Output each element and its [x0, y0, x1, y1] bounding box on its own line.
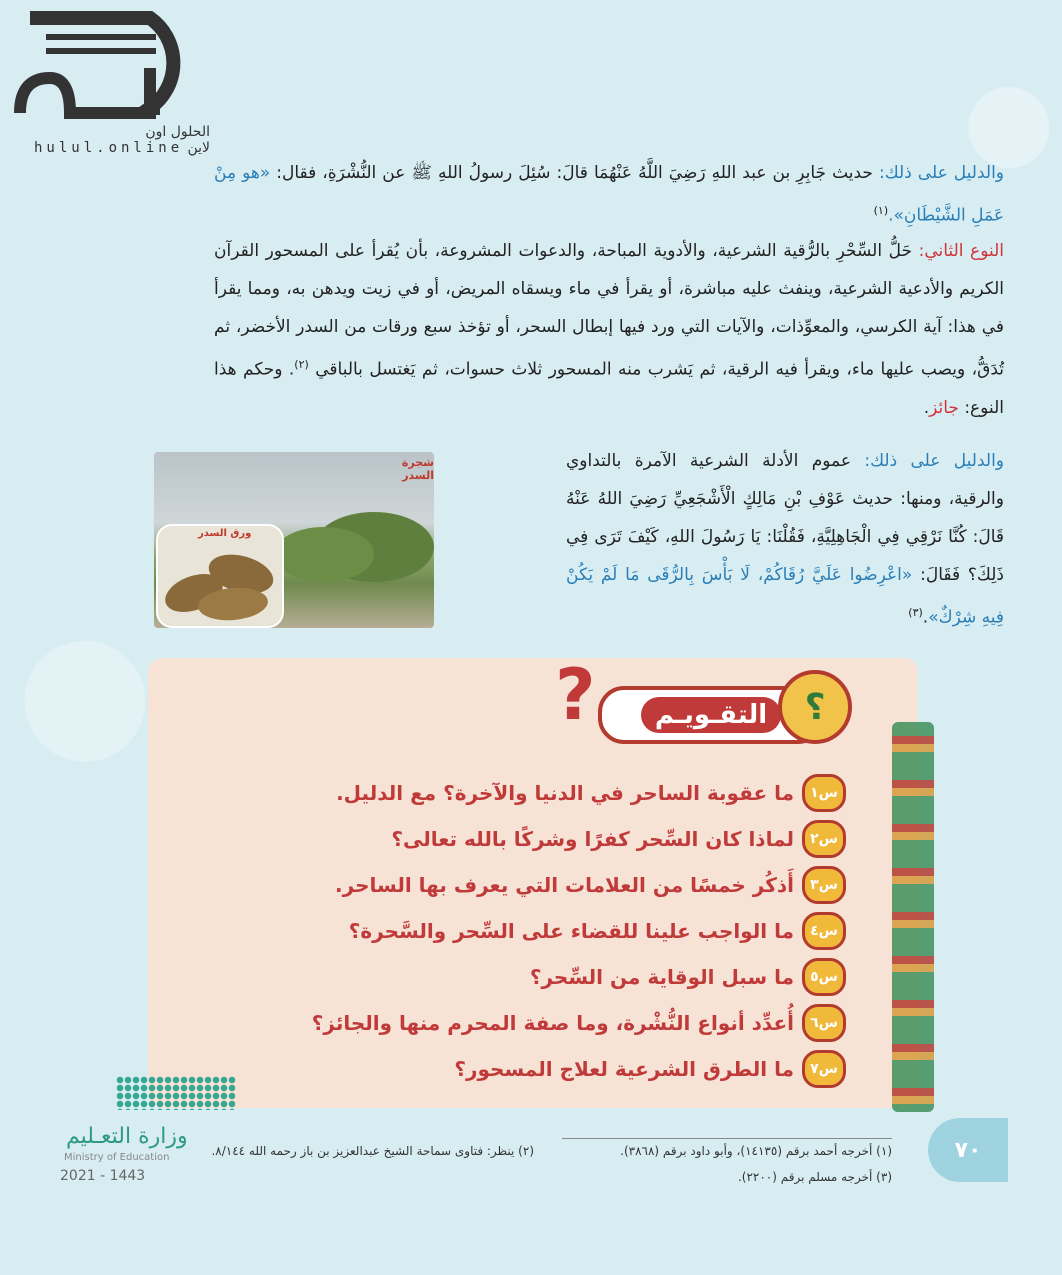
footnote-ref-3: (٣) [908, 606, 923, 619]
tree-canopy-2 [274, 527, 374, 582]
question-text: ما سبل الوقاية من السِّحر؟ [529, 965, 794, 989]
footnote-2: (٢) ينظر: فتاوى سماحة الشيخ عبدالعزيز بن باز رحمه الله ٨/١٤٤. [211, 1144, 534, 1158]
question-number-badge: س٤ [802, 912, 846, 950]
evaluation-title: التقـويـم [641, 697, 781, 733]
list-item [186, 816, 846, 862]
list-item [186, 770, 846, 816]
question-number-badge: س٦ [802, 1004, 846, 1042]
dalil2-label: والدليل على ذلك: [864, 451, 1005, 471]
footnote-1: (١) أخرجه أحمد برقم (١٤١٣٥)، وأبو داود برقم (٣٨٦٨). [620, 1144, 892, 1158]
question-text: ما عقوبة الساحر في الدنيا والآخرة؟ مع الدليل. [336, 781, 794, 805]
question-mark-icon: ? [555, 654, 596, 736]
logo-mark-icon [10, 8, 210, 123]
list-item [186, 908, 846, 954]
question-number-badge: س٢ [802, 820, 846, 858]
list-item [186, 1000, 846, 1046]
footnote-3: (٣) أخرجه مسلم برقم (٢٢٠٠). [737, 1170, 892, 1184]
footnote-ref-1: (١) [873, 204, 889, 217]
footnote-divider [562, 1138, 892, 1139]
ministry-name-en: Ministry of Education [64, 1152, 170, 1163]
list-item [186, 954, 846, 1000]
dalil1-label: والدليل على ذلك: [878, 163, 1004, 183]
question-text: أُعدِّد أنواع النُّشْرة، وما صفة المحرم منها والجائز؟ [311, 1011, 794, 1035]
paragraph-type-2: النوع الثاني: حَلُّ السِّحْرِ بالرُّقية الشرعية، والأدوية المباحة، والدعوات المشروعة، بأن يُقرأ على المسحور القرآن الكريم والأدعية الشرعية، وينفث عليه مباشرة، أو يقرأ في ماء ويسقاه المريض، أو في زيت ويدهن به، ومما يقرأ في هذا: آية الكرسي، والمعوِّذات، والآيات التي ورد فيها إبطال السحر، أو تؤخذ سبع ورقات من السدر الأخضر، ثم تُدَقُّ، ويصب عليها ماء، ويقرأ فيه الرقية، ثم يَشرب منه المسحور ثلاث حسوات، ثم يَغتسل بالباقي $^{(٢)}$. وحكم هذا النوع: جائز. [214, 241, 1005, 418]
ministry-logo [56, 1076, 236, 1186]
list-item [186, 862, 846, 908]
site-logo [10, 8, 210, 158]
sidr-leaf-image [156, 524, 284, 628]
ministry-year: 2021 - 1443 [60, 1168, 146, 1184]
type2-label: النوع الثاني: [918, 241, 1005, 261]
question-text: أَذكُر خمسًا من العلامات التي يعرف بها الساحر. [335, 873, 794, 897]
type2-text: حَلُّ السِّحْرِ بالرُّقية الشرعية، والأدوية المباحة، والدعوات المشروعة، بأن يُقرأ على المسحور القرآن الكريم والأدعية الشرعية، وينفث عليه مباشرة، أو يقرأ في ماء ويسقاه المريض، أو في زيت ويدهن به، ومما يقرأ في هذا: آية الكرسي، والمعوِّذات، والآيات التي ورد فيها إبطال السحر، أو تؤخذ سبع ورقات من السدر الأخضر، ثم تُدَقُّ، ويصب عليها ماء، ويقرأ فيه الرقية، ثم يَشرب منه المسحور ثلاث حسوات، ثم يَغتسل بالباقي [214, 241, 1004, 380]
question-number-badge: س١ [802, 774, 846, 812]
page-number: ٧٠ [928, 1118, 1008, 1182]
ministry-name-ar: وزارة التعـليم [66, 1124, 188, 1149]
question-text: ما الطرق الشرعية لعلاج المسحور؟ [454, 1057, 794, 1081]
question-number-badge: س٣ [802, 866, 846, 904]
type2-ruling-prefix: . وحكم هذا النوع: [214, 359, 1004, 418]
leaf-image-label: ورق السدر [198, 528, 252, 539]
question-icon: ؟ [778, 670, 852, 744]
question-list [186, 770, 846, 1092]
dalil2-text: عموم الأدلة الشرعية الآمرة بالتداوي والرقية، ومنها: حديث عَوْفِ بْنِ مَالِكٍ الْأَشْجَعِيِّ رَضِيَ اللهُ عَنْهُ قَالَ: كُنَّا نَرْقِي فِي الْجَاهِلِيَّةِ، فَقُلْنَا: يَا رَسُولَ اللهِ، كَيْفَ تَرَى فِي ذَلِكَ؟ فَقَالَ: [566, 451, 1004, 585]
question-number-badge: س٥ [802, 958, 846, 996]
type2-ruling: جائز [929, 397, 959, 418]
dalil2-quote: «اعْرِضُوا عَلَيَّ رُقَاكُمْ، لَا بَأْسَ بِالرُّقَى مَا لَمْ يَكُنْ فِيهِ شِرْكٌ» [566, 565, 1004, 628]
logo-arabic-text: الحلول اون لاين [145, 124, 210, 156]
paragraph-dalil-1 [214, 154, 1004, 235]
question-text: ما الواجب علينا للقضاء على السِّحر والسَّحرة؟ [348, 919, 794, 943]
dalil1-quote: «هو مِنْ عَمَلِ الشَّيْطَانِ». [214, 163, 1004, 226]
question-text: لماذا كان السِّحر كفرًا وشركًا بالله تعالى؟ [391, 827, 794, 851]
dalil2-end: . [922, 607, 929, 628]
paragraph-dalil-2 [566, 442, 1004, 637]
decorative-border-icon [892, 722, 934, 1112]
logo-latin-text: hulul.online [34, 140, 184, 156]
dalil1-text: حديث جَابِرِ بن عبد اللهِ رَضِيَ اللَّهُ عَنْهُمَا قالَ: سُئِلَ رسولُ اللهِ ﷺ عن النُّشْرَةِ، فقال: [276, 163, 873, 183]
footnote-ref-2: (٢) [294, 358, 309, 371]
tree-image-label: شجرة السدر [401, 456, 434, 482]
ministry-dots-icon [116, 1076, 236, 1110]
sidr-tree-image [154, 452, 434, 628]
list-item [186, 1046, 846, 1092]
question-number-badge: س٧ [802, 1050, 846, 1088]
